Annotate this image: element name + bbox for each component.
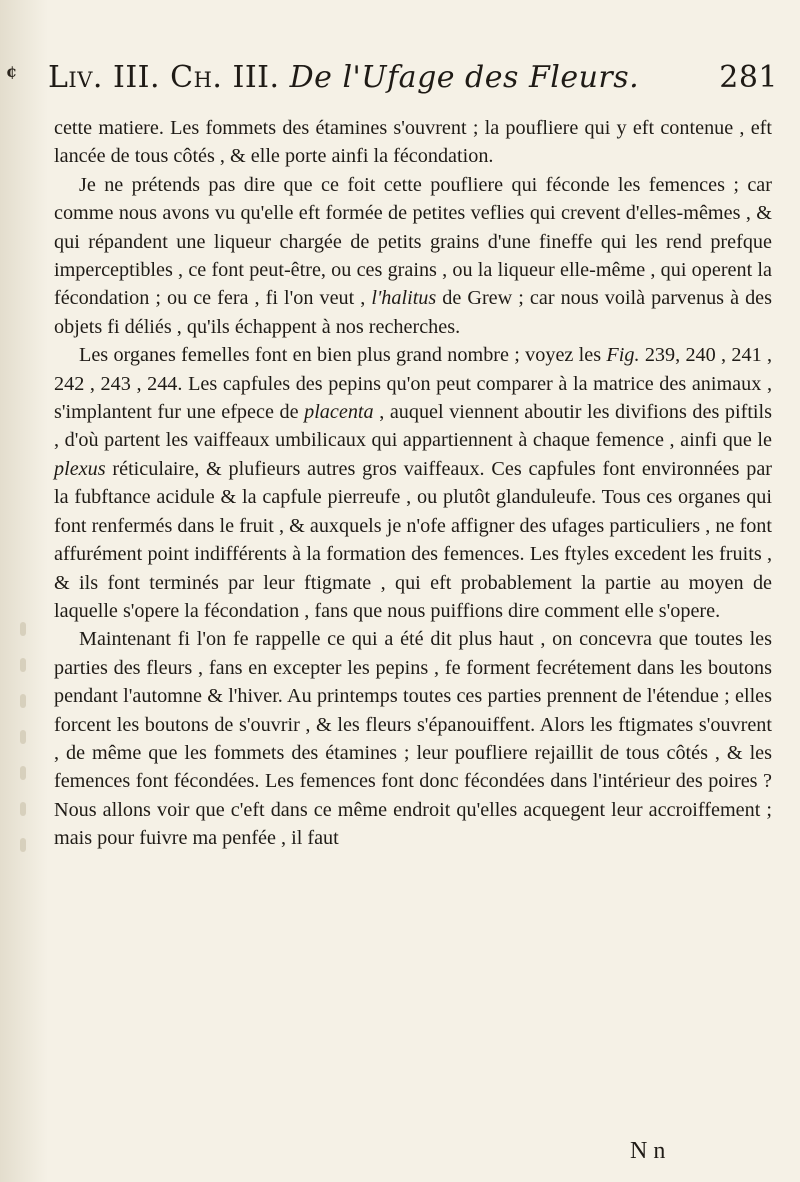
text-run: 239, 240 , 241 , 242 , 243 , 244. Les capfules des pepins qu'on peut comparer à la matrice des animaux , s'implantent fur une efpece de xyxy=(54,344,773,424)
page-number: 281 xyxy=(719,60,778,95)
text-run: cette matiere. Les fommets des étamines s'ouvrent ; la poufliere qui y eft contenue , eft lancée de tous côtés , & elle porte ainfi la fécondation. xyxy=(54,117,772,168)
italic-term: plexus xyxy=(54,457,106,480)
header-book-number: III. xyxy=(112,60,161,95)
paragraph-p2 xyxy=(54,171,772,341)
text-run: , auquel viennent aboutir les divifions des piftils , d'où partent les vaiffeaux umbilicaux qui appartiennent à chaque femence , ainfi que le xyxy=(54,401,772,452)
text-run: de Grew ; car nous voilà parvenus à des objets fi déliés , qu'ils échappent à nos recherches. xyxy=(54,287,772,338)
paragraph-p3 xyxy=(54,341,772,625)
text-run: réticulaire, & plufieurs autres gros vaiffeaux. Ces capfules font environnées par la fubftance acidule & la capfule pierreufe , ou plutôt glanduleufe. Tous ces organes qui font renfermés dans le fruit , & auxquels je n'ofe affigner des ufages particuliers , ne font affurément point indifférents à la formation des femences. Les ftyles excedent les fruits , & ils font terminés par leur ftigmate , qui eft probablement la partie au moyen de laquelle s'opere la fécondation , fans que nous puiffions dire comment elle s'opere. xyxy=(54,457,772,622)
paragraph-p1 xyxy=(54,114,772,171)
italic-term: l'halitus xyxy=(371,287,437,310)
margin-stains xyxy=(14,600,34,1140)
italic-term: Fig. xyxy=(606,344,640,367)
text-run: Je ne prétends pas dire que ce foit cette poufliere qui féconde les femences ; car comme nous avons vu qu'elle eft formée de petites veflies qui crevent d'elles-mêmes , & qui répandent une liqueur chargée de petits grains d'une fineffe qui les rend prefque imperceptibles , ce font peut-être, ou ces grains , ou la liqueur elle-même , qui operent la fécondation ; ou ce fera , fi l'on veut , xyxy=(54,173,772,310)
paragraph-p4 xyxy=(54,625,772,852)
text-run: Les organes femelles font en bien plus grand nombre ; voyez les xyxy=(79,344,607,367)
italic-term: placenta xyxy=(304,401,374,424)
body-text xyxy=(54,114,772,853)
header-title: De l'Ufage des Fleurs. xyxy=(289,60,640,95)
header-chapter-number: III. xyxy=(232,60,280,95)
header-chapter: Ch. xyxy=(170,60,223,95)
signature-mark: N n xyxy=(630,1138,666,1164)
margin-mark: ¢ xyxy=(6,62,18,81)
text-run: Maintenant fi l'on fe rappelle ce qui a été dit plus haut , on concevra que toutes les parties des fleurs , fans en excepter les pepins , fe forment fecrétement dans les boutons pendant l'automne & l'hiver. Au printemps toutes ces parties prennent de l'étendue ; elles forcent les boutons de s'ouvrir , & les fleurs s'épanouiffent. Alors les ftigmates s'ouvrent , de même que les fommets des étamines ; leur poufliere rejaillit de tous côtés , & les femences font fécondées. Les femences font donc fécondées dans l'intérieur des poires ? Nous allons voir que c'eft dans ce même endroit qu'elles acquegent leur accroiffement ; mais pour fuivre ma penfée , il faut xyxy=(54,628,772,850)
header-book: Liv. xyxy=(48,60,103,95)
running-header xyxy=(48,60,778,95)
